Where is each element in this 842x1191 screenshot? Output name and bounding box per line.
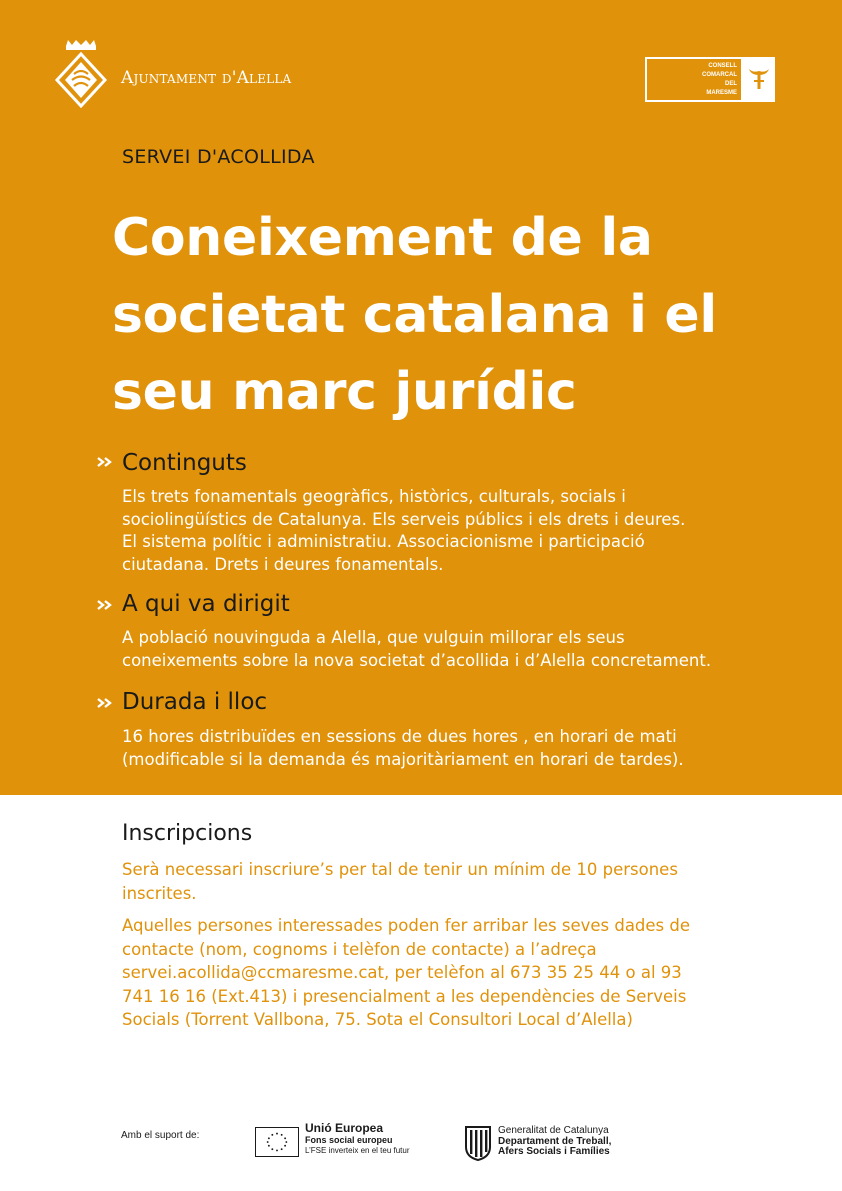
title-line: Coneixement de la — [112, 208, 653, 268]
page-title — [112, 200, 822, 431]
body-line: coneixements sobre la nova societat d’acollida i d’Alella concretament. — [122, 650, 712, 670]
generalitat-emblem-icon — [463, 1125, 493, 1161]
body-line: contacte (nom, cognoms i telèfon de contacte) a l’adreça — [122, 939, 597, 959]
consell-comarcal-logo — [645, 57, 775, 102]
consell-line: CONSELL — [708, 63, 737, 69]
body-line: ciutadana. Drets i deures fonamentals. — [122, 554, 444, 574]
generalitat-department-text — [498, 1126, 611, 1158]
eu-flag-icon — [255, 1127, 299, 1157]
section-body-contents — [122, 486, 812, 576]
inscriptions-contact-info — [122, 914, 812, 1032]
municipality-name-text: Ajuntament d'Alella — [121, 68, 292, 88]
body-line: Aquelles persones interessades poden fer arribar les seves dades de — [122, 916, 691, 935]
body-line: El sistema polític i administratiu. Associacionisme i participació — [122, 532, 645, 551]
service-name: SERVEI D'ACOLLIDA — [122, 146, 315, 168]
maresme-emblem-icon — [747, 65, 771, 93]
consell-line: DEL — [725, 81, 737, 87]
generalitat-name: Generalitat de Catalunya — [498, 1125, 609, 1136]
eu-fund-name: Fons social europeu — [305, 1135, 393, 1145]
inscriptions-heading: Inscripcions — [122, 821, 253, 846]
body-line: (modificable si la demanda és majoritàriament en horari de tardes). — [122, 749, 684, 769]
section-heading-duration: Durada i lloc — [122, 689, 268, 715]
consell-comarcal-label-box — [647, 59, 741, 100]
consell-line: COMARCAL — [702, 72, 737, 78]
consell-line: MARESME — [706, 90, 737, 96]
body-line: 741 16 16 (Ext.413) i presencialment a les dependències de Serveis — [122, 986, 687, 1006]
eu-name: Unió Europea — [305, 1121, 384, 1135]
title-line: seu marc jurídic — [112, 362, 577, 422]
department-name-cont: Afers Socials i Famílies — [498, 1146, 610, 1157]
support-label: Amb el suport de: — [121, 1130, 200, 1141]
body-line: Socials (Torrent Vallbona, 75. Sota el Consultori Local d’Alella) — [122, 1010, 633, 1029]
consell-comarcal-label — [649, 62, 737, 98]
body-line: Els trets fonamentals geogràfics, històrics, culturals, socials i — [122, 487, 626, 506]
section-body-duration — [122, 726, 812, 771]
body-line: servei.acollida@ccmaresme.cat, per telèfon al 673 35 25 44 o al 93 — [122, 963, 682, 982]
double-chevron-icon — [97, 599, 115, 611]
double-chevron-icon — [97, 697, 115, 709]
department-name: Departament de Treball, — [498, 1135, 612, 1147]
inscriptions-requirement — [122, 858, 812, 905]
section-heading-contents: Continguts — [122, 450, 247, 476]
section-heading-audience: A qui va dirigit — [122, 591, 290, 617]
alella-coat-of-arms-icon — [52, 40, 110, 108]
section-body-audience — [122, 627, 812, 672]
eu-funding-text — [305, 1122, 410, 1156]
body-line: inscrites. — [122, 883, 197, 903]
body-line: Serà necessari inscriure’s per tal de tenir un mínim de 10 persones — [122, 860, 678, 879]
double-chevron-icon — [97, 456, 115, 468]
title-line: societat catalana i el — [112, 285, 717, 345]
municipality-name — [121, 68, 291, 88]
body-line: A població nouvinguda a Alella, que vulguin millorar els seus — [122, 628, 625, 647]
body-line: sociolingüístics de Catalunya. Els serveis públics i els drets i deures. — [122, 509, 686, 529]
body-line: 16 hores distribuïdes en sessions de dues hores , en horari de mati — [122, 727, 677, 746]
eu-slogan: L’FSE inverteix en el teu futur — [305, 1146, 410, 1155]
